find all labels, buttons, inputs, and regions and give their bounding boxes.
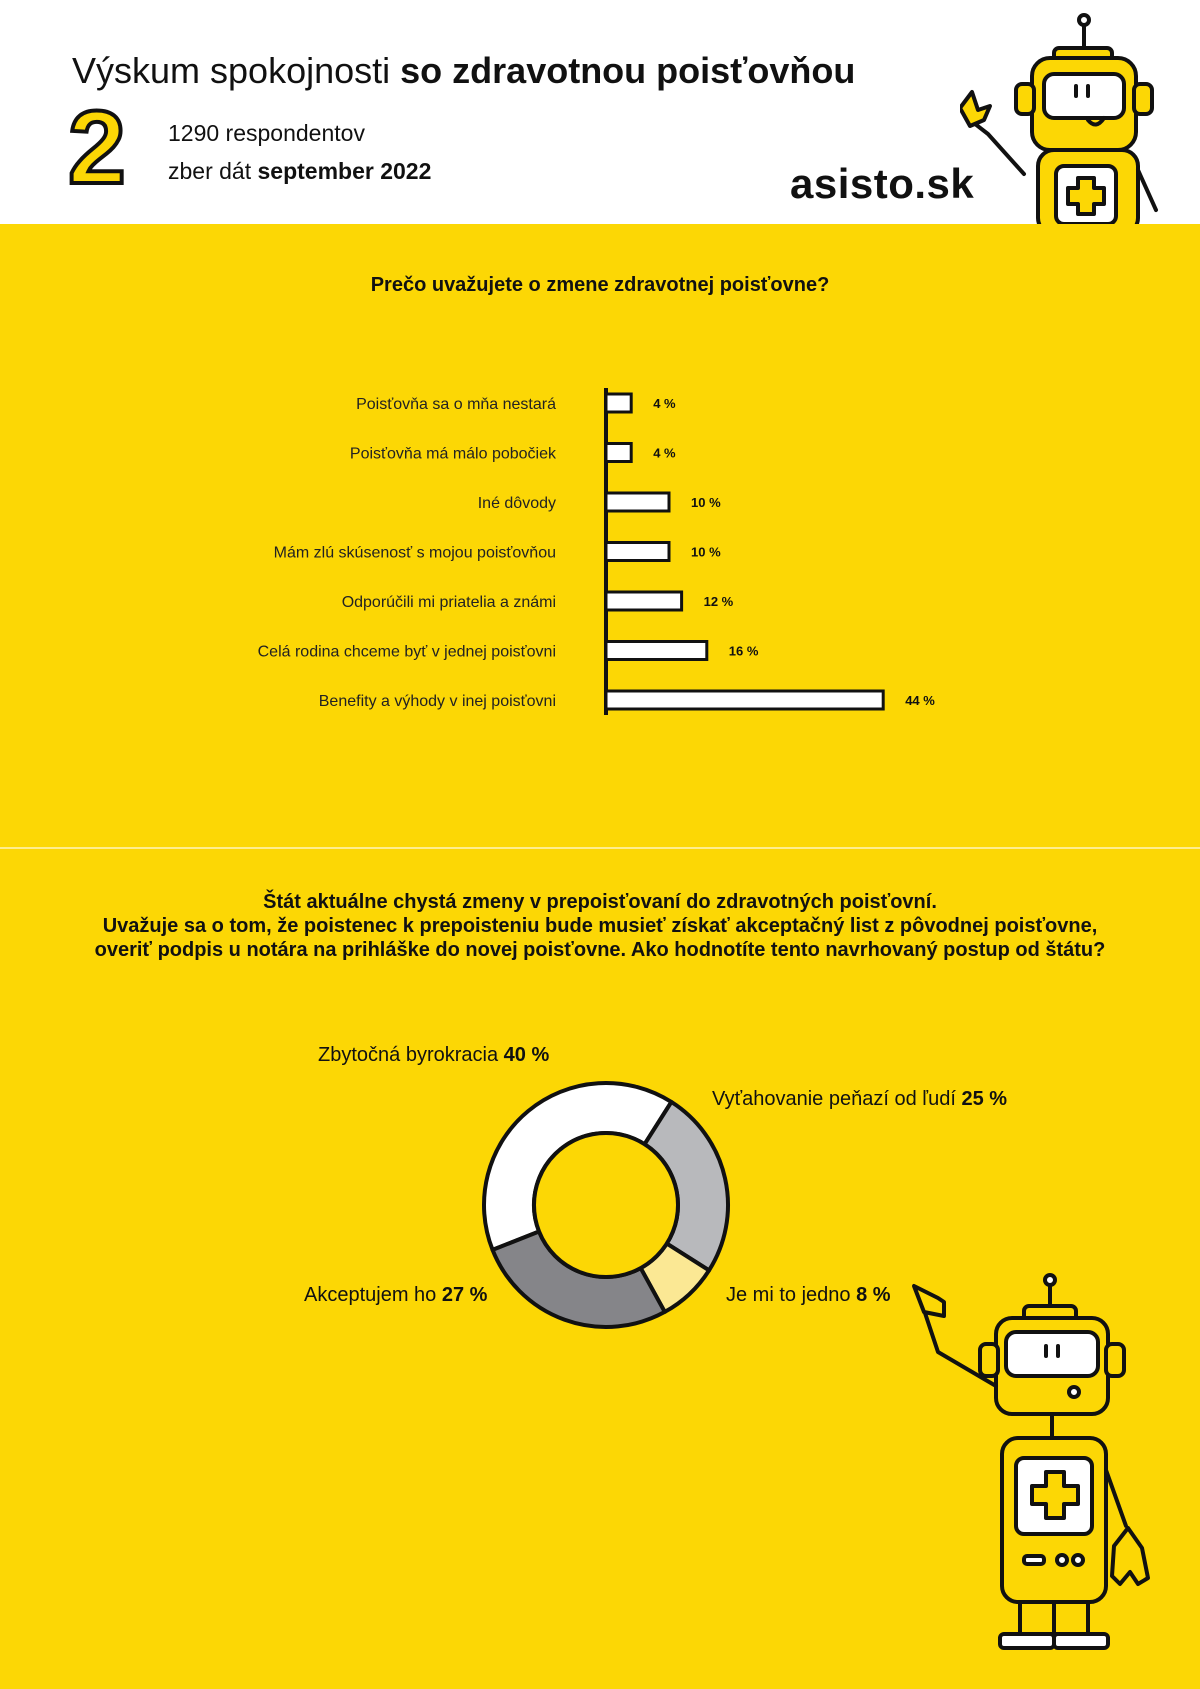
brand-logo: asisto.sk — [790, 160, 975, 207]
header — [0, 0, 1200, 224]
section-divider — [0, 847, 1200, 849]
robot-mascot-icon — [960, 10, 1160, 224]
bar-value-label: 10 % — [691, 495, 721, 510]
bar-value-label: 4 % — [653, 396, 676, 411]
donut-label-akceptujem: Akceptujem ho 27 % — [304, 1284, 488, 1306]
bar-category-label: Odporúčili mi priatelia a známi — [341, 594, 556, 611]
bar-value-label: 44 % — [905, 693, 935, 708]
bar-category-label: Iné dôvody — [477, 495, 556, 512]
bar-chart — [0, 370, 1200, 720]
donut-hole — [534, 1133, 678, 1277]
issue-number: 2 — [68, 90, 126, 206]
collection-date: zber dát september 2022 — [168, 158, 432, 184]
bar-value-label: 16 % — [728, 643, 759, 659]
bar — [606, 691, 883, 709]
donut-chart-title — [0, 890, 1200, 962]
robot-mascot-icon — [900, 1270, 1170, 1650]
bar-chart-title: Prečo uvažujete o zmene zdravotnej poisťovne? — [370, 274, 830, 296]
bar-category-label: Poisťovňa sa o mňa nestará — [356, 396, 556, 413]
bar-value-label: 10 % — [691, 544, 721, 560]
bar — [606, 642, 707, 660]
page-title: Výskum spokojnosti so zdravotnou poisťovňou — [72, 50, 856, 91]
bar — [606, 394, 631, 412]
donut-title-line-1: Štát aktuálne chystá zmeny v prepoisťovaní do zdravotných poisťovní. — [263, 891, 937, 913]
bar — [606, 444, 631, 462]
bar-category-label: Poisťovňa má málo pobočiek — [349, 445, 556, 463]
bar-value-label: 12 % — [703, 594, 734, 609]
bar-category-label: Mám zlú skúsenosť s mojou poisťovňou — [273, 544, 556, 562]
donut-label-vytahovanie: Vyťahovanie peňazí od ľudí 25 % — [712, 1088, 1008, 1110]
donut-label-jedno: Je mi to jedno 8 % — [726, 1284, 891, 1306]
bar — [606, 493, 669, 511]
bar-value-label: 4 % — [653, 445, 676, 461]
donut-title-line-2: Uvažuje sa o tom, že poistenec k prepoisteniu bude musieť získať akceptačný list z pôvodnej poisťovne, — [102, 915, 1098, 937]
respondents-count: 1290 respondentov — [168, 120, 365, 146]
bar-category-label: Celá rodina chceme byť v jednej poisťovni — [257, 643, 556, 661]
bar — [606, 592, 682, 610]
bar — [606, 543, 669, 561]
donut-label-zbytocna: Zbytočná byrokracia 40 % — [318, 1044, 550, 1066]
donut-title-line-3: overiť podpis u notára na prihláške do novej poisťovne. Ako hodnotíte tento navrhovaný postup od štátu? — [94, 939, 1106, 961]
bar-category-label: Benefity a výhody v inej poisťovni — [318, 693, 556, 710]
